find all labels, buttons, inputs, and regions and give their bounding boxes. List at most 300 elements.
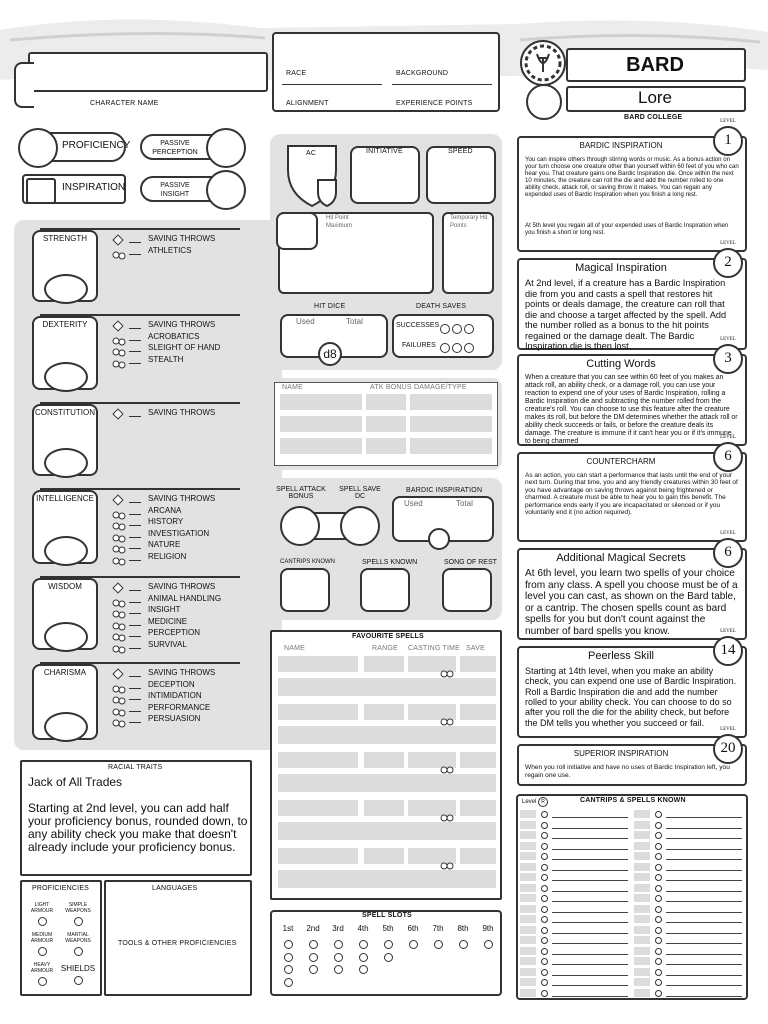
feature-text: When a creature that you can see within 60 feet of you makes an attack roll, an ability check, or a damage roll, you can use your reaction to expend one of your uses of Bardic Inspiration, rolling a Bardic Inspiration die and subtracting the number rolled from the creature's roll. You can choose to use this feature after the creature makes its roll, but before the DM determines whether the attack roll or ability check succeeds or fails, or before the creature deals its damage. The creature is immune if it can't hear you or if it's immune to being charmed <box>525 374 738 445</box>
spell-slot-level: 9th <box>482 924 494 933</box>
bardic-used: Used <box>404 499 423 508</box>
skill-row[interactable] <box>112 506 232 517</box>
subclass-emblem <box>526 84 562 120</box>
saving-throw-row[interactable] <box>112 320 232 331</box>
proficiency-label: SHIELDS <box>60 964 96 973</box>
known-spell-line[interactable] <box>666 954 742 955</box>
skill-value-line[interactable] <box>129 537 141 538</box>
skill-name: INSIGHT <box>148 605 181 615</box>
known-spell-level[interactable] <box>520 810 536 818</box>
spell-slot-checkbox[interactable] <box>284 978 293 987</box>
known-spell-prepared[interactable] <box>541 885 548 892</box>
spell-slot-checkbox[interactable] <box>434 940 443 949</box>
known-spell-prepared[interactable] <box>541 895 548 902</box>
skill-value-line[interactable] <box>129 676 141 677</box>
known-spell-line[interactable] <box>552 849 628 850</box>
proficiency-checkbox[interactable] <box>74 947 83 956</box>
known-spell-line[interactable] <box>552 996 628 997</box>
known-spell-level[interactable] <box>520 926 536 934</box>
known-spell-prepared[interactable] <box>655 979 662 986</box>
saving-throw-marker[interactable] <box>112 320 123 331</box>
known-spell-prepared[interactable] <box>541 906 548 913</box>
known-spell-line[interactable] <box>552 880 628 881</box>
known-spell-line[interactable] <box>666 933 742 934</box>
skill-row[interactable] <box>112 703 232 714</box>
known-spell-prepared[interactable] <box>655 811 662 818</box>
known-spell-line[interactable] <box>552 975 628 976</box>
known-spell-prepared[interactable] <box>541 832 548 839</box>
feature-title: Magical Inspiration <box>575 262 667 274</box>
known-spell-level[interactable] <box>634 978 650 986</box>
known-spell-line[interactable] <box>666 849 742 850</box>
known-spell-prepared[interactable] <box>655 822 662 829</box>
skill-value-line[interactable] <box>129 254 141 255</box>
attack-damage-field[interactable] <box>410 438 492 454</box>
fav-spell-save[interactable] <box>460 848 496 864</box>
skill-name: SAVING THROWS <box>148 582 216 591</box>
spell-dc-circle[interactable] <box>340 506 380 546</box>
known-spell-prepared[interactable] <box>655 864 662 871</box>
spell-slot-checkbox[interactable] <box>309 953 318 962</box>
saving-throw-row[interactable] <box>112 668 232 679</box>
feature-level-badge <box>713 727 743 764</box>
spell-slot-level: 7th <box>432 924 444 933</box>
known-spell-level[interactable] <box>634 831 650 839</box>
name-scroll-end <box>14 62 34 108</box>
feature-text-extra: At 5th level you regain all of your expended uses of Bardic Inspiration when you finish a short or long rest. <box>525 222 729 236</box>
attacks-damage-header: DAMAGE/TYPE <box>414 384 467 391</box>
known-spell-prepared[interactable] <box>541 937 548 944</box>
spell-slot-checkbox[interactable] <box>484 940 493 949</box>
known-spell-prepared[interactable] <box>541 958 548 965</box>
spell-slots-title: SPELL SLOTS <box>362 912 412 919</box>
saving-throw-marker[interactable] <box>112 494 123 505</box>
known-spell-level[interactable] <box>634 957 650 965</box>
skill-proficiency-marker[interactable] <box>112 247 126 265</box>
spell-slot-checkbox[interactable] <box>284 953 293 962</box>
known-spell-line[interactable] <box>552 817 628 818</box>
known-spell-level[interactable] <box>520 915 536 923</box>
spell-slot-checkbox[interactable] <box>334 940 343 949</box>
saving-throw-marker[interactable] <box>112 234 123 245</box>
feature-text: At 6th level, you learn two spells of your choice from any class. A spell you choose must be of a level you can cast, as shown on the Bard table, or a cantrip. The chosen spells count as bard spells for you but don't count against the number of bard spells you know. <box>525 568 738 637</box>
attack-bonus-field[interactable] <box>366 394 406 410</box>
known-spell-prepared[interactable] <box>655 874 662 881</box>
known-spell-line[interactable] <box>666 859 742 860</box>
known-spell-prepared[interactable] <box>541 969 548 976</box>
fav-spell-desc[interactable] <box>278 678 496 696</box>
feature-title: Peerless Skill <box>587 650 655 662</box>
saving-throw-row[interactable] <box>112 408 232 419</box>
skill-value-line[interactable] <box>129 613 141 614</box>
attack-bonus-field[interactable] <box>366 438 406 454</box>
saving-throw-marker[interactable] <box>112 668 123 679</box>
known-spell-prepared[interactable] <box>541 822 548 829</box>
skill-name: PERCEPTION <box>148 628 201 638</box>
known-spell-prepared[interactable] <box>655 969 662 976</box>
saving-throw-row[interactable] <box>112 494 232 505</box>
known-spell-prepared[interactable] <box>541 874 548 881</box>
failures-checks[interactable] <box>440 340 474 358</box>
known-spell-prepared[interactable] <box>655 906 662 913</box>
attack-bonus-field[interactable] <box>366 416 406 432</box>
known-spell-level[interactable] <box>634 947 650 955</box>
feature-level-badge <box>713 531 743 568</box>
feature-level: 6 <box>724 544 732 560</box>
known-spell-level[interactable] <box>634 873 650 881</box>
languages-title: LANGUAGES <box>152 885 198 892</box>
skill-value-line[interactable] <box>129 525 141 526</box>
skill-name: SAVING THROWS <box>148 234 216 243</box>
known-spell-prepared[interactable] <box>541 916 548 923</box>
known-spell-level[interactable] <box>520 884 536 892</box>
skill-value-line[interactable] <box>129 590 141 591</box>
known-spell-line[interactable] <box>666 828 742 829</box>
passive-perception-circle[interactable] <box>206 128 246 168</box>
skill-value-line[interactable] <box>129 560 141 561</box>
skill-value-line[interactable] <box>129 242 141 243</box>
spells-known-box[interactable] <box>360 568 410 612</box>
spell-slot-checkbox[interactable] <box>309 965 318 974</box>
fav-spell-name[interactable] <box>278 704 358 720</box>
known-spell-level[interactable] <box>634 989 650 997</box>
known-spell-level[interactable] <box>520 821 536 829</box>
skill-name: ATHLETICS <box>148 245 192 255</box>
skill-value-line[interactable] <box>129 722 141 723</box>
known-spell-level[interactable] <box>634 842 650 850</box>
skill-proficiency-marker[interactable] <box>112 553 126 571</box>
spell-slot-checkbox[interactable] <box>384 940 393 949</box>
proficiency-checkbox[interactable] <box>74 917 83 926</box>
proficiency-circle[interactable] <box>18 128 58 168</box>
known-spell-line[interactable] <box>666 880 742 881</box>
ability-modifier-oval[interactable] <box>44 622 88 652</box>
known-spell-prepared[interactable] <box>541 979 548 986</box>
skill-value-line[interactable] <box>129 502 141 503</box>
inspiration-square[interactable] <box>26 178 56 204</box>
skill-row[interactable] <box>112 355 232 366</box>
skill-row[interactable] <box>112 628 232 639</box>
favourite-spells-title: FAVOURITE SPELLS <box>352 633 424 640</box>
skill-value-line[interactable] <box>129 688 141 689</box>
known-spell-level[interactable] <box>634 915 650 923</box>
fav-spell-desc[interactable] <box>278 870 496 888</box>
skill-proficiency-marker[interactable] <box>112 356 126 374</box>
attack-name-field[interactable] <box>280 416 362 432</box>
skill-value-line[interactable] <box>129 625 141 626</box>
saving-throw-marker[interactable] <box>112 408 123 419</box>
fav-spell-save[interactable] <box>460 752 496 768</box>
bardic-die-circle <box>428 528 450 550</box>
known-spell-level[interactable] <box>634 852 650 860</box>
proficiency-checkbox[interactable] <box>38 917 47 926</box>
known-spell-prepared[interactable] <box>541 990 548 997</box>
skill-name: STEALTH <box>148 354 184 364</box>
feature-level: 3 <box>724 350 732 366</box>
known-spell-line[interactable] <box>552 954 628 955</box>
song-of-rest-box[interactable] <box>442 568 492 612</box>
spell-slot-level: 1st <box>282 924 294 933</box>
feature-title: SUPERIOR INSPIRATION <box>573 749 669 758</box>
saving-throw-marker[interactable] <box>112 582 123 593</box>
skill-row[interactable] <box>112 529 232 540</box>
attack-name-field[interactable] <box>280 438 362 454</box>
known-spell-line[interactable] <box>666 817 742 818</box>
attack-damage-field[interactable] <box>410 416 492 432</box>
ability-modifier-oval[interactable] <box>44 274 88 304</box>
skill-row[interactable] <box>112 332 232 343</box>
successes-checks[interactable] <box>440 321 474 339</box>
fav-spell-name[interactable] <box>278 848 358 864</box>
skill-value-line[interactable] <box>129 340 141 341</box>
feature-box <box>517 241 747 352</box>
known-spell-prepared[interactable] <box>655 916 662 923</box>
known-spell-level[interactable] <box>520 852 536 860</box>
known-spell-line[interactable] <box>666 891 742 892</box>
fav-spell-save[interactable] <box>460 656 496 672</box>
skill-row[interactable] <box>112 640 232 651</box>
ability-name: INTELLIGENCE <box>36 494 94 503</box>
known-spell-prepared[interactable] <box>655 958 662 965</box>
fav-spell-range[interactable] <box>364 848 404 864</box>
spell-slot-checkbox[interactable] <box>284 940 293 949</box>
spell-slot-checkbox[interactable] <box>359 965 368 974</box>
known-spell-line[interactable] <box>666 912 742 913</box>
known-spell-level[interactable] <box>520 905 536 913</box>
feature-box <box>517 119 747 252</box>
fav-spell-desc[interactable] <box>278 822 496 840</box>
known-spell-prepared[interactable] <box>655 948 662 955</box>
feature-box <box>517 629 747 738</box>
ability-modifier-oval[interactable] <box>44 362 88 392</box>
known-spell-prepared[interactable] <box>655 885 662 892</box>
known-spell-line[interactable] <box>552 901 628 902</box>
skill-value-line[interactable] <box>129 351 141 352</box>
known-spell-prepared[interactable] <box>541 811 548 818</box>
known-spell-level[interactable] <box>634 884 650 892</box>
spell-slot-checkbox[interactable] <box>409 940 418 949</box>
known-spell-prepared[interactable] <box>541 927 548 934</box>
hp-max-box[interactable] <box>276 212 318 250</box>
known-spell-level[interactable] <box>520 936 536 944</box>
feature-box <box>517 337 747 446</box>
known-spell-level[interactable] <box>520 894 536 902</box>
spell-slot-level: 5th <box>382 924 394 933</box>
fav-spell-name[interactable] <box>278 752 358 768</box>
known-spell-level[interactable] <box>520 968 536 976</box>
skill-value-line[interactable] <box>129 416 141 417</box>
known-spell-line[interactable] <box>666 901 742 902</box>
known-spell-line[interactable] <box>552 912 628 913</box>
spell-slot-checkbox[interactable] <box>309 940 318 949</box>
skill-value-line[interactable] <box>129 328 141 329</box>
feature-level-word: LEVEL <box>720 337 736 342</box>
skill-value-line[interactable] <box>129 711 141 712</box>
known-spell-line[interactable] <box>552 964 628 965</box>
skill-row[interactable] <box>112 617 232 628</box>
skill-value-line[interactable] <box>129 602 141 603</box>
known-spell-line[interactable] <box>552 891 628 892</box>
skill-value-line[interactable] <box>129 636 141 637</box>
spells-known-label: SPELLS KNOWN <box>362 559 418 566</box>
fav-spell-name[interactable] <box>278 656 358 672</box>
known-spell-level[interactable] <box>634 810 650 818</box>
skill-value-line[interactable] <box>129 514 141 515</box>
known-spell-level[interactable] <box>520 978 536 986</box>
spell-slot-checkbox[interactable] <box>459 940 468 949</box>
known-spell-prepared[interactable] <box>655 990 662 997</box>
favourite-range-header: RANGE <box>372 645 398 652</box>
known-spell-prepared[interactable] <box>541 853 548 860</box>
skill-row[interactable] <box>112 680 232 691</box>
known-spell-level[interactable] <box>520 831 536 839</box>
known-spell-line[interactable] <box>552 943 628 944</box>
proficiency-checkbox[interactable] <box>74 976 83 985</box>
spell-slot-checkbox[interactable] <box>334 965 343 974</box>
favourite-save-header: SAVE <box>466 645 485 652</box>
known-spell-level[interactable] <box>520 863 536 871</box>
known-spell-prepared[interactable] <box>541 864 548 871</box>
known-spell-level[interactable] <box>634 894 650 902</box>
known-spell-level[interactable] <box>634 926 650 934</box>
passive-insight-circle[interactable] <box>206 170 246 210</box>
hit-dice-used: Used <box>296 317 315 326</box>
skill-name: NATURE <box>148 540 181 550</box>
spell-dc-label: SPELL SAVE DC <box>339 486 381 500</box>
skill-row[interactable] <box>112 343 232 354</box>
spells-level-circle[interactable] <box>538 797 548 807</box>
known-spell-level[interactable] <box>634 936 650 944</box>
known-spell-line[interactable] <box>552 838 628 839</box>
spell-slot-checkbox[interactable] <box>384 953 393 962</box>
spells-level-label: Level <box>522 799 537 805</box>
known-spell-line[interactable] <box>666 838 742 839</box>
skill-name: ARCANA <box>148 505 182 515</box>
skill-row[interactable] <box>112 691 232 702</box>
known-spell-prepared[interactable] <box>541 843 548 850</box>
fav-spell-desc[interactable] <box>278 774 496 792</box>
proficiencies-title: PROFICIENCIES <box>32 885 90 892</box>
known-spell-line[interactable] <box>552 922 628 923</box>
known-spell-line[interactable] <box>666 922 742 923</box>
known-spell-prepared[interactable] <box>655 843 662 850</box>
known-spell-line[interactable] <box>552 859 628 860</box>
cantrips-spells-known-box <box>516 794 748 1000</box>
skill-name: MEDICINE <box>148 616 188 626</box>
spell-slot-level: 2nd <box>306 924 320 933</box>
bardic-inspiration-label: BARDIC INSPIRATION <box>406 487 483 494</box>
fav-spell-range[interactable] <box>364 800 404 816</box>
saving-throw-row[interactable] <box>112 234 232 245</box>
known-spell-level[interactable] <box>634 968 650 976</box>
skill-row[interactable] <box>112 714 232 725</box>
known-spell-prepared[interactable] <box>541 948 548 955</box>
fav-spell-save[interactable] <box>460 800 496 816</box>
proficiency-label: PROFICIENCY <box>62 140 131 151</box>
known-spell-prepared[interactable] <box>655 853 662 860</box>
skill-value-line[interactable] <box>129 699 141 700</box>
attack-damage-field[interactable] <box>410 394 492 410</box>
feature-title: Additional Magical Secrets <box>556 552 686 564</box>
ability-name: STRENGTH <box>43 234 87 243</box>
skill-row[interactable] <box>112 605 232 616</box>
known-spell-line[interactable] <box>552 828 628 829</box>
proficiency-checkbox[interactable] <box>38 977 47 986</box>
known-spell-level[interactable] <box>520 957 536 965</box>
known-spell-prepared[interactable] <box>655 832 662 839</box>
known-spell-line[interactable] <box>666 964 742 965</box>
known-spell-line[interactable] <box>552 870 628 871</box>
fav-spell-save[interactable] <box>460 704 496 720</box>
spell-attack-circle[interactable] <box>280 506 320 546</box>
known-spell-line[interactable] <box>666 943 742 944</box>
feature-level-word: LEVEL <box>720 241 736 246</box>
skill-proficiency-marker[interactable] <box>112 641 126 659</box>
character-name-field[interactable] <box>28 52 268 92</box>
feature-text: You can inspire others through stirring words or music. As a bonus action on your turn choose one creature other than yourself within 60 feet of you who can hear you. That creature gains one Bardic Inspiration die. Once within the next 10 minutes, the creature can roll the die and add the number rolled to one ability check, attack roll, or saving throw it makes. You can regain any expended uses of Bardic Inspiration when you finish a long rest. <box>525 156 739 198</box>
skill-name: SAVING THROWS <box>148 320 216 329</box>
known-spell-level[interactable] <box>634 821 650 829</box>
known-spell-line[interactable] <box>552 933 628 934</box>
known-spell-level[interactable] <box>634 905 650 913</box>
spell-slot-level: 3rd <box>332 924 344 933</box>
ability-modifier-oval[interactable] <box>44 712 88 742</box>
saving-throw-row[interactable] <box>112 582 232 593</box>
skill-name: SAVING THROWS <box>148 408 216 417</box>
skill-value-line[interactable] <box>129 363 141 364</box>
known-spell-line[interactable] <box>552 985 628 986</box>
skill-value-line[interactable] <box>129 548 141 549</box>
known-spell-level[interactable] <box>520 947 536 955</box>
skill-row[interactable] <box>112 552 232 563</box>
cantrips-known-box[interactable] <box>280 568 330 612</box>
known-spell-line[interactable] <box>666 985 742 986</box>
known-spell-line[interactable] <box>666 975 742 976</box>
fav-spell-range[interactable] <box>364 704 404 720</box>
fav-spell-range[interactable] <box>364 656 404 672</box>
known-spell-level[interactable] <box>520 842 536 850</box>
skill-proficiency-marker[interactable] <box>112 715 126 733</box>
known-spell-line[interactable] <box>666 870 742 871</box>
spell-slot-checkbox[interactable] <box>284 965 293 974</box>
known-spell-level[interactable] <box>520 989 536 997</box>
skill-row[interactable] <box>112 517 232 528</box>
spell-slot-checkbox[interactable] <box>359 953 368 962</box>
known-spell-level[interactable] <box>634 863 650 871</box>
fav-spell-name[interactable] <box>278 800 358 816</box>
feature-title: Cutting Words <box>586 358 656 370</box>
skill-row[interactable] <box>112 594 232 605</box>
skill-row[interactable] <box>112 540 232 551</box>
spell-slot-checkbox[interactable] <box>359 940 368 949</box>
ability-modifier-oval[interactable] <box>44 536 88 566</box>
attack-name-field[interactable] <box>280 394 362 410</box>
known-spell-prepared[interactable] <box>655 937 662 944</box>
proficiency-checkbox[interactable] <box>38 947 47 956</box>
known-spell-line[interactable] <box>666 996 742 997</box>
known-spell-prepared[interactable] <box>655 895 662 902</box>
fav-spell-desc[interactable] <box>278 726 496 744</box>
fav-spell-range[interactable] <box>364 752 404 768</box>
skill-name: SAVING THROWS <box>148 494 216 503</box>
known-spell-prepared[interactable] <box>655 927 662 934</box>
spell-slot-checkbox[interactable] <box>334 953 343 962</box>
ability-modifier-oval[interactable] <box>44 448 88 478</box>
skill-value-line[interactable] <box>129 648 141 649</box>
skill-row[interactable] <box>112 246 232 257</box>
known-spell-level[interactable] <box>520 873 536 881</box>
song-of-rest-label: SONG OF REST <box>444 559 497 566</box>
